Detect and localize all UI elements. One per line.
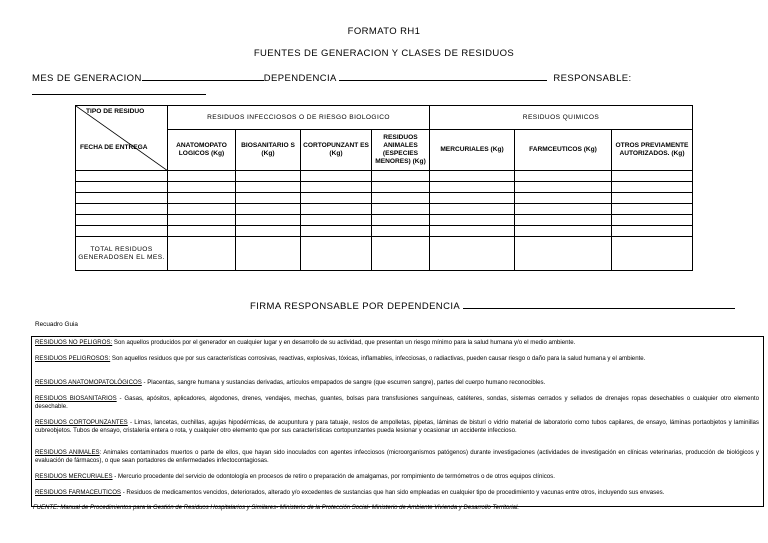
- table-cell[interactable]: [168, 182, 236, 193]
- table-cell[interactable]: [168, 226, 236, 237]
- table-cell[interactable]: [236, 193, 301, 204]
- table-cell[interactable]: [301, 182, 372, 193]
- definition-item: [35, 449, 759, 464]
- responsable-label: RESPONSABLE:: [553, 73, 632, 84]
- col-anatomopatologicos: ANATOMOPATO LOGICOS (Kg): [168, 130, 236, 171]
- definition-item: [35, 395, 759, 410]
- table-cell[interactable]: [301, 204, 372, 215]
- table-cell[interactable]: [168, 171, 236, 182]
- definition-term: RESIDUOS ANIMALES: [35, 449, 100, 456]
- table-cell[interactable]: [430, 237, 515, 271]
- table-cell[interactable]: [515, 226, 612, 237]
- total-row: [76, 237, 693, 271]
- col-cortopunzantes: CORTOPUNZANT ES (Kg): [301, 130, 372, 171]
- table-cell[interactable]: [236, 204, 301, 215]
- definition-term: RESIDUOS CORTOPUNZANTES: [35, 419, 128, 426]
- definition-item: [35, 473, 759, 481]
- table-cell[interactable]: [612, 237, 693, 271]
- dependencia-label: DEPENDENCIA: [263, 73, 337, 84]
- table-cell[interactable]: [372, 171, 430, 182]
- definition-term: RESIDUOS MERCURIALES: [35, 473, 113, 480]
- definition-item: [35, 489, 759, 497]
- table-cell[interactable]: [301, 193, 372, 204]
- table-cell[interactable]: [236, 226, 301, 237]
- table-cell[interactable]: [372, 193, 430, 204]
- table-cell[interactable]: [168, 193, 236, 204]
- firma-label: FIRMA RESPONSABLE POR DEPENDENCIA: [250, 301, 460, 312]
- mes-label: MES DE GENERACION: [32, 73, 142, 84]
- definition-text: - Gasas, apósitos, aplicadores, algodones, drenes, vendajes, mechas, guantes, bolsas para transfusiones sanguíneas, catéteres, sondas, sistemas cerrados y sellados de drenajes ropas desechables o cualquier otro elemento desechable.: [35, 395, 759, 410]
- definition-term: RESIDUOS FARMACEUTICOS: [35, 489, 121, 496]
- table-row: [76, 182, 693, 193]
- table-cell[interactable]: [515, 215, 612, 226]
- table-cell[interactable]: [372, 226, 430, 237]
- table-cell[interactable]: [612, 226, 693, 237]
- table-cell[interactable]: [236, 182, 301, 193]
- table-cell[interactable]: [372, 204, 430, 215]
- table-cell[interactable]: [301, 237, 372, 271]
- definition-text: - Residuos de medicamentos vencidos, deteriorados, alterado y/o excedentes de sustancias que han sido empleadas en cualquier tipo de procedimiento y vacunas entre otros, incluyendo sus envases.: [121, 489, 665, 496]
- firma-row: [250, 299, 735, 312]
- table-cell[interactable]: [515, 204, 612, 215]
- format-title: FORMATO RH1: [347, 26, 421, 37]
- table-row: [76, 171, 693, 182]
- table-cell[interactable]: [372, 215, 430, 226]
- group-quimicos: RESIDUOS QUIMICOS: [430, 106, 693, 130]
- col-otros: OTROS PREVIAMENTE AUTORIZADOS. (Kg): [612, 130, 693, 171]
- total-label: TOTAL RESIDUOS GENERADOSEN EL MES.: [76, 237, 168, 271]
- table-cell[interactable]: [168, 204, 236, 215]
- definition-item: [35, 379, 759, 387]
- table-cell[interactable]: [515, 182, 612, 193]
- col-farmaceuticos: FARMCEUTICOS (Kg): [515, 130, 612, 171]
- table-cell[interactable]: [372, 182, 430, 193]
- definition-text: Son aquellos producidos por el generador en cualquier lugar y en desarrollo de su actividad, que presentan un riesgo mínimo para la salud humana y/o el medio ambiente.: [112, 339, 576, 346]
- table-cell[interactable]: [301, 215, 372, 226]
- table-cell[interactable]: [430, 193, 515, 204]
- group-infecciosos: RESIDUOS INFECCIOSOS O DE RIESGO BIOLOGICO: [168, 106, 430, 130]
- definition-item: [35, 355, 759, 363]
- table-row: [76, 204, 693, 215]
- fuente-note: FUENTE: Manual de Procedimientos para la Gestión de Residuos Hospitalarios y Similares- Ministerio de la Protección Social- Ministerio de Ambiente Vivienda y Desarrollo Territorial.: [33, 505, 519, 511]
- table-cell[interactable]: [372, 237, 430, 271]
- table-cell[interactable]: [301, 171, 372, 182]
- table-cell[interactable]: [612, 215, 693, 226]
- definition-text: : Animales contaminados muertos o parte de ellos, que hayan sido inoculados con agentes infecciosos (microorganismos patógenos) durante investigaciones (actividades de investigación en clínicas veterinarias, producción de biológicos y evaluación de fármacos), o que sean portadores de enfermedades infectocontagiosas.: [35, 449, 759, 464]
- definition-term: RESIDUOS ANATOMOPATOLÓGICOS: [35, 379, 142, 386]
- header-fields-row: [32, 71, 632, 84]
- definition-text: - Limas, lancetas, cuchillas, agujas hipodérmicas, de acupuntura y para tatuaje, restos de ampolletas, pipetas, láminas de bisturí o vidrio material de laboratorio como tubos capilares, de ensayo, láminas portaobjetos y laminillas cubreobjetos. Tubos de ensayo, cristalería entera o rota, y cualquier otro elemento que por sus características cortopunzantes pueda lesionar y ocasionar un accidente infeccioso.: [35, 419, 759, 434]
- residuos-table: [75, 105, 693, 271]
- form-subtitle: FUENTES DE GENERACION Y CLASES DE RESIDUOS: [253, 48, 515, 59]
- table-cell[interactable]: [301, 226, 372, 237]
- definition-item: [35, 339, 759, 347]
- col-mercuriales: MERCURIALES (Kg): [430, 130, 515, 171]
- fecha-entrega-label: FECHA DE ENTREGA: [80, 144, 148, 151]
- table-cell[interactable]: [76, 204, 168, 215]
- table-cell[interactable]: [76, 226, 168, 237]
- definition-text: - Placentas, sangre humana y sustancias derivadas, artículos empapados de sangre (que escurren sangre), partes del cuerpo humano reconocibles.: [141, 379, 546, 386]
- table-cell[interactable]: [430, 226, 515, 237]
- table-cell[interactable]: [236, 171, 301, 182]
- table-cell[interactable]: [515, 237, 612, 271]
- tipo-residuo-label: TIPO DE RESIDUO: [86, 108, 145, 115]
- table-cell[interactable]: [612, 171, 693, 182]
- table-cell[interactable]: [76, 215, 168, 226]
- recuadro-label: Recuadro Guia: [35, 321, 78, 328]
- table-cell[interactable]: [430, 182, 515, 193]
- definition-term: RESIDUOS PELIGROSOS:: [35, 355, 111, 362]
- definition-term: RESIDUOS BIOSANITARIOS: [35, 395, 117, 402]
- table-cell[interactable]: [76, 171, 168, 182]
- table-cell[interactable]: [612, 193, 693, 204]
- definition-item: [35, 419, 759, 434]
- col-biosanitarios: BIOSANITARIO S (Kg): [236, 130, 301, 171]
- table-cell[interactable]: [430, 204, 515, 215]
- table-cell[interactable]: [515, 171, 612, 182]
- definition-text: - Mercurio procedente del servicio de odontología en procesos de retiro o preparación de amalgamas, por rompimiento de termómetros o de otros equipos clínicos.: [112, 473, 555, 480]
- table-cell[interactable]: [612, 182, 693, 193]
- table-cell[interactable]: [430, 215, 515, 226]
- guide-box: [31, 336, 764, 507]
- mes-field[interactable]: [142, 71, 264, 81]
- tipo-fecha-header: [76, 106, 168, 171]
- table-cell[interactable]: [236, 237, 301, 271]
- table-cell[interactable]: [76, 182, 168, 193]
- table-cell[interactable]: [168, 215, 236, 226]
- table-cell[interactable]: [430, 171, 515, 182]
- table-row: [76, 215, 693, 226]
- firma-field[interactable]: [463, 299, 735, 309]
- table-row: [76, 226, 693, 237]
- table-cell[interactable]: [236, 215, 301, 226]
- col-animales: RESIDUOS ANIMALES (ESPECIES MENORES) (Kg): [372, 130, 430, 171]
- table-cell[interactable]: [168, 237, 236, 271]
- responsable-field[interactable]: [32, 85, 206, 95]
- definition-term: RESIDUOS NO PELIGROS:: [35, 339, 113, 346]
- table-cell[interactable]: [515, 193, 612, 204]
- table-cell[interactable]: [612, 204, 693, 215]
- table-row: [76, 193, 693, 204]
- definition-text: Son aquellos residuos que por sus características corrosivas, reactivas, explosivas, tóxicas, inflamables, infecciosas, o radiactivas, pueden causar riesgo o daño para la salud humana y el ambiente.: [110, 355, 646, 362]
- dependencia-field[interactable]: [339, 71, 547, 81]
- table-cell[interactable]: [76, 193, 168, 204]
